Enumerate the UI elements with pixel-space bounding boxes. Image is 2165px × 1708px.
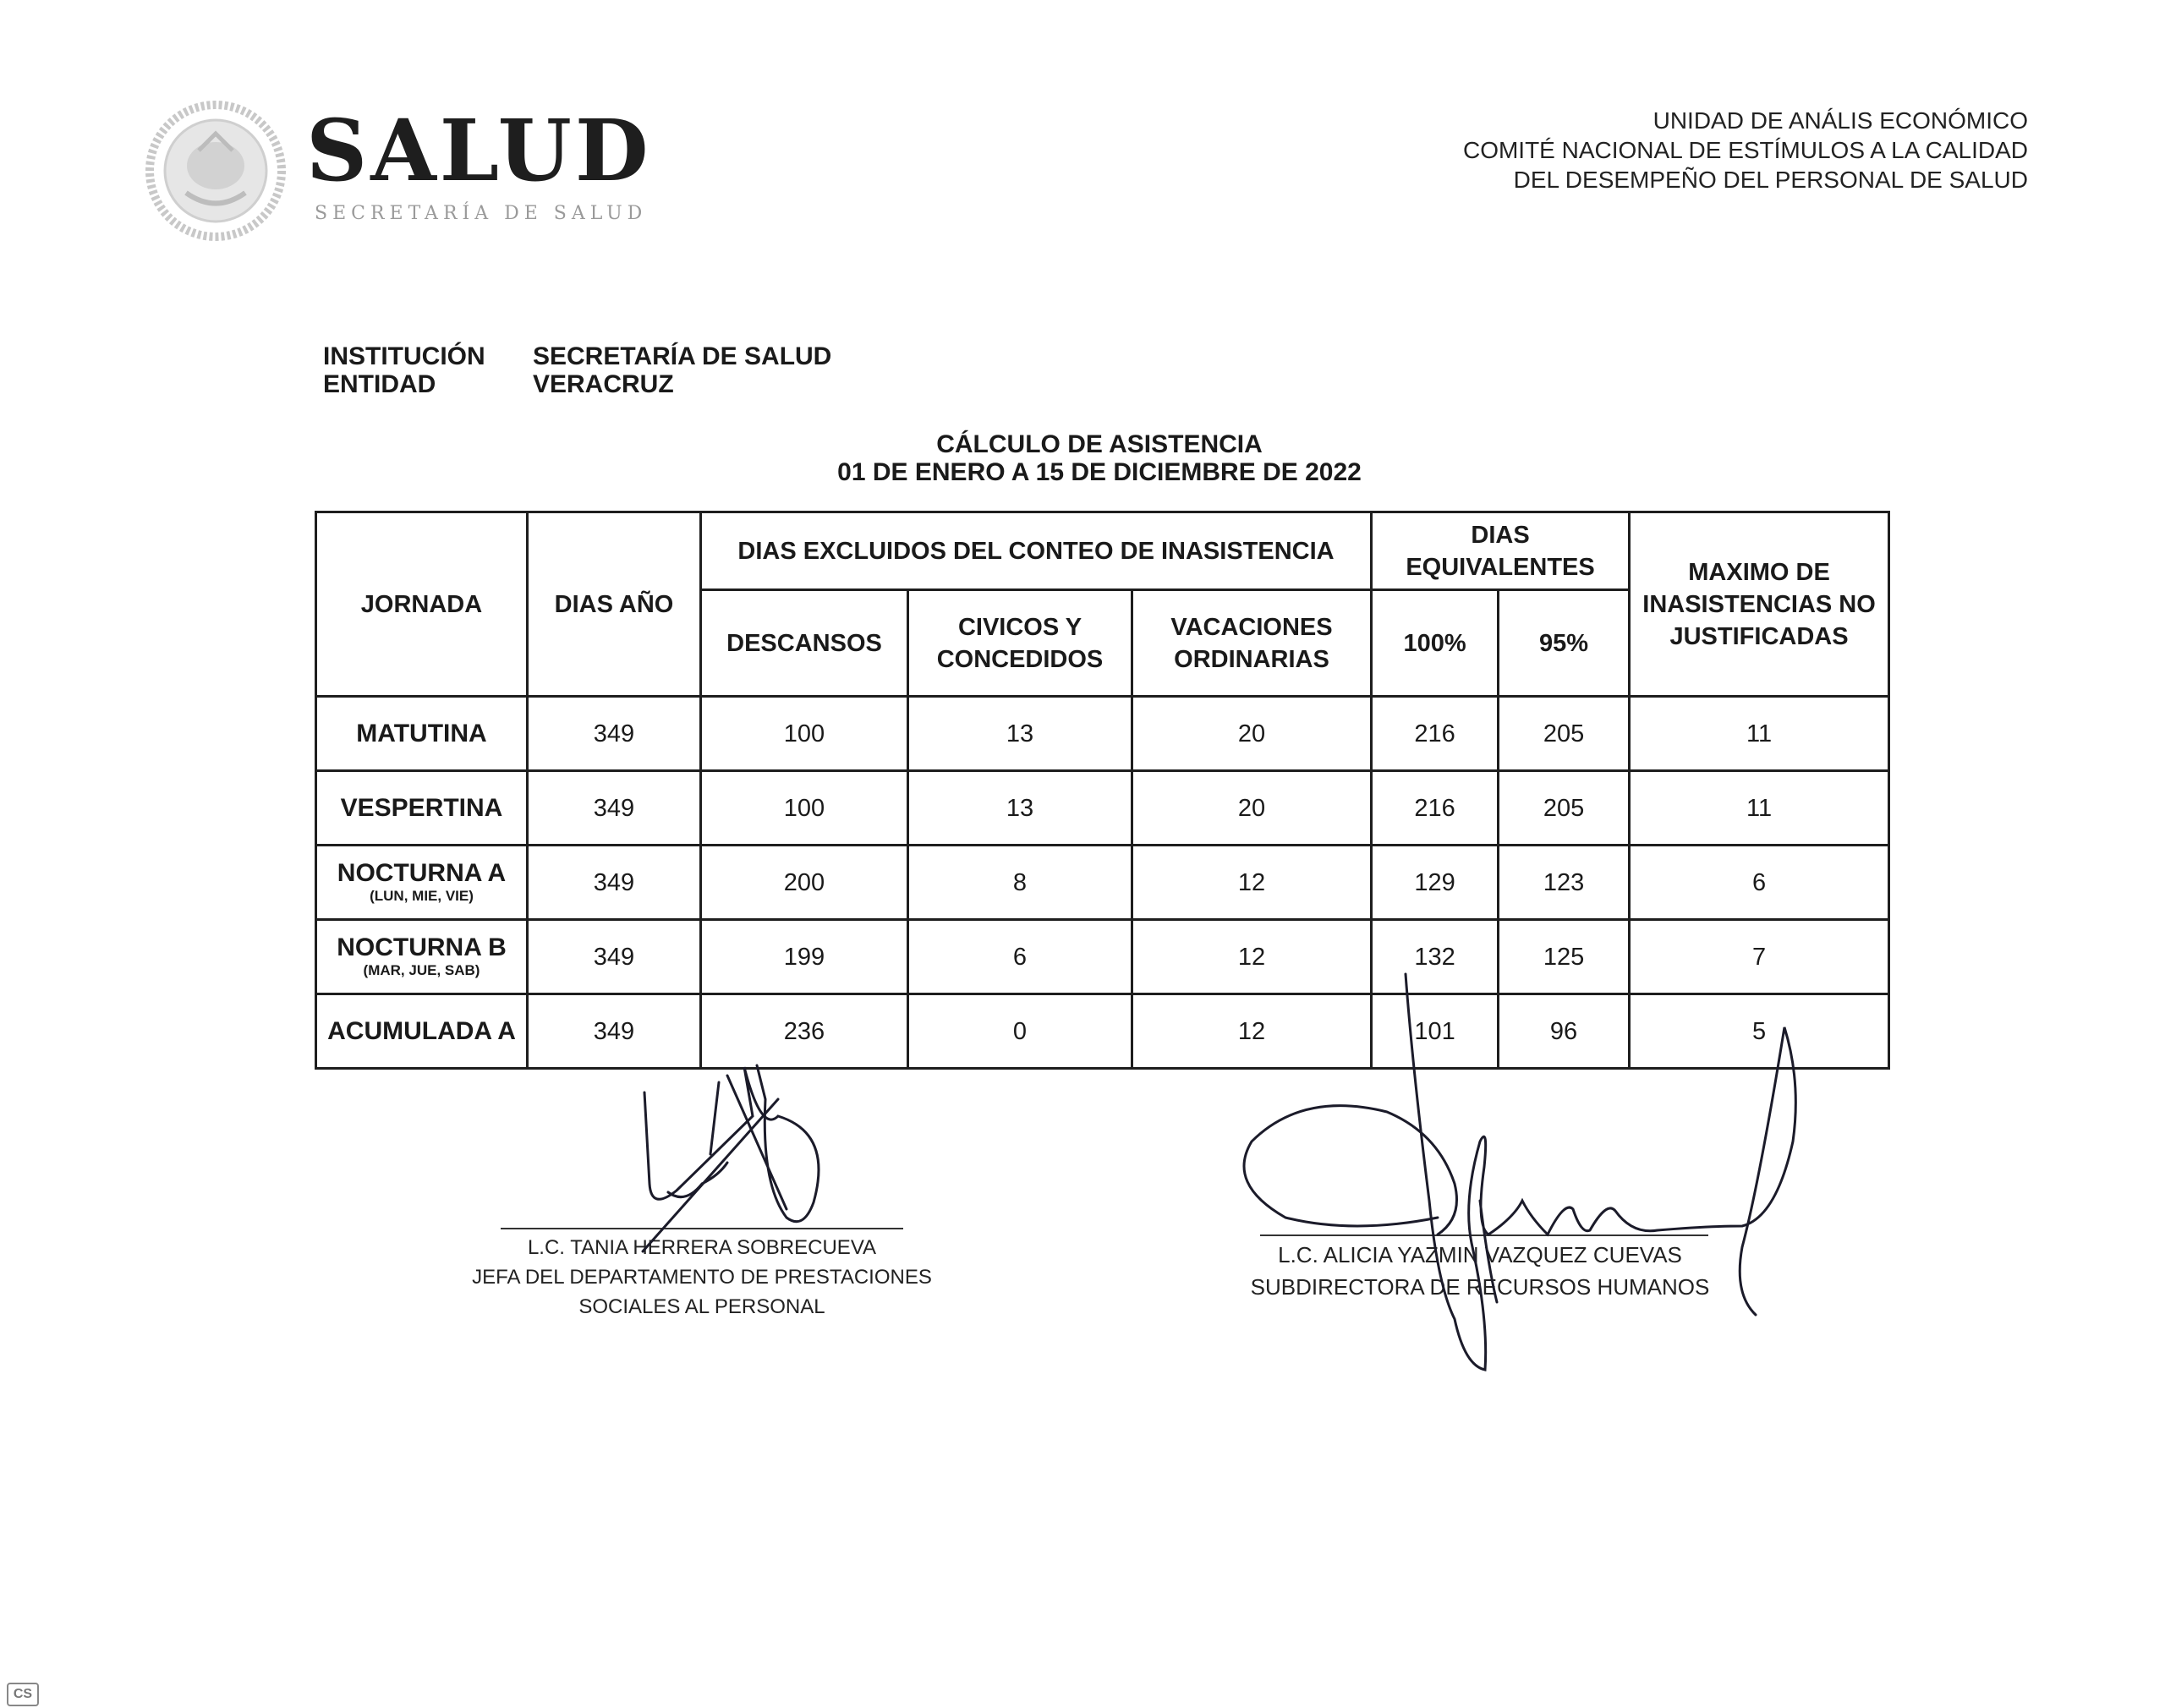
cell-vacaciones: 12 <box>1132 920 1372 994</box>
cell-descansos: 236 <box>701 994 908 1069</box>
cell-jornada <box>316 920 528 994</box>
signer-name: L.C. ALICIA YAZMIN VAZQUEZ CUEVAS <box>1278 1242 1682 1267</box>
header-100-percent: 100% <box>1372 590 1499 697</box>
signature-line-left <box>501 1228 903 1229</box>
title-line: CÁLCULO DE ASISTENCIA <box>936 430 1263 458</box>
table-row <box>316 697 1889 771</box>
header-vacaciones: VACACIONES ORDINARIAS <box>1132 590 1372 697</box>
cell-p100: 101 <box>1372 994 1499 1069</box>
cell-jornada <box>316 846 528 920</box>
header-descansos: DESCANSOS <box>701 590 908 697</box>
cell-civicos: 13 <box>908 771 1132 846</box>
cell-p100: 216 <box>1372 697 1499 771</box>
table-row <box>316 994 1889 1069</box>
signer-name: L.C. TANIA HERRERA SOBRECUEVA <box>527 1236 877 1259</box>
header-civicos: CIVICOS Y CONCEDIDOS <box>908 590 1132 697</box>
signature-line-right <box>1260 1234 1708 1236</box>
attendance-table <box>315 511 1888 1069</box>
signature-left <box>643 1065 819 1251</box>
cell-civicos: 13 <box>908 697 1132 771</box>
cell-dias: 349 <box>528 846 701 920</box>
jornada-label: NOCTURNA A <box>337 858 507 887</box>
jornada-days-note: (MAR, JUE, SAB) <box>363 961 480 978</box>
cell-vacaciones: 20 <box>1132 697 1372 771</box>
jornada-label: MATUTINA <box>356 719 487 747</box>
cell-p95: 123 <box>1499 846 1630 920</box>
cell-p100: 216 <box>1372 771 1499 846</box>
cell-dias: 349 <box>528 920 701 994</box>
header-excluded-days: DIAS EXCLUIDOS DEL CONTEO DE INASISTENCIA <box>701 512 1372 590</box>
document-title <box>0 430 2165 486</box>
cell-jornada <box>316 697 528 771</box>
table-row <box>316 920 1889 994</box>
logo-wordmark: SALUD <box>306 101 652 200</box>
cell-jornada <box>316 994 528 1069</box>
header-line: UNIDAD DE ANÁLIS ECONÓMICO <box>1653 107 2028 134</box>
cell-maximo: 11 <box>1630 697 1889 771</box>
cell-dias: 349 <box>528 994 701 1069</box>
coat-of-arms-seal-icon <box>135 100 296 242</box>
cell-civicos: 0 <box>908 994 1132 1069</box>
cell-dias: 349 <box>528 697 701 771</box>
cell-jornada <box>316 771 528 846</box>
scanner-badge-icon: CS <box>7 1683 39 1706</box>
header-dias-ano: DIAS AÑO <box>528 512 701 697</box>
signature-block-left <box>440 1233 964 1322</box>
header-line: COMITÉ NACIONAL DE ESTÍMULOS A LA CALIDAD <box>1462 137 2028 163</box>
cell-civicos: 6 <box>908 920 1132 994</box>
cell-maximo: 6 <box>1630 846 1889 920</box>
entity-label: ENTIDAD <box>323 370 436 398</box>
table-row <box>316 771 1889 846</box>
cell-civicos: 8 <box>908 846 1132 920</box>
header-95-percent: 95% <box>1499 590 1630 697</box>
cell-maximo: 11 <box>1630 771 1889 846</box>
cell-descansos: 100 <box>701 771 908 846</box>
cell-maximo: 7 <box>1630 920 1889 994</box>
header-max-absences: MAXIMO DE INASISTENCIAS NO JUSTIFICADAS <box>1630 512 1889 697</box>
jornada-days-note: (LUN, MIE, VIE) <box>370 887 474 904</box>
institution-label: INSTITUCIÓN <box>323 342 485 370</box>
cell-vacaciones: 20 <box>1132 771 1372 846</box>
document-header <box>1463 106 2028 194</box>
header-jornada: JORNADA <box>316 512 528 697</box>
institution-value: SECRETARÍA DE SALUD <box>533 342 832 370</box>
cell-vacaciones: 12 <box>1132 994 1372 1069</box>
jornada-label: VESPERTINA <box>340 793 503 822</box>
header-line: DEL DESEMPEÑO DEL PERSONAL DE SALUD <box>1513 167 2028 193</box>
signer-role: SUBDIRECTORA DE RECURSOS HUMANOS <box>1250 1274 1710 1300</box>
cell-p95: 125 <box>1499 920 1630 994</box>
cell-dias: 349 <box>528 771 701 846</box>
entity-value: VERACRUZ <box>533 370 674 398</box>
cell-vacaciones: 12 <box>1132 846 1372 920</box>
jornada-label: NOCTURNA B <box>337 933 507 961</box>
cell-descansos: 200 <box>701 846 908 920</box>
signer-role: SOCIALES AL PERSONAL <box>578 1295 825 1318</box>
cell-descansos: 199 <box>701 920 908 994</box>
jornada-label: ACUMULADA A <box>327 1016 516 1045</box>
table-row <box>316 846 1889 920</box>
cell-p95: 205 <box>1499 697 1630 771</box>
signature-block-right <box>1226 1239 1734 1303</box>
cell-descansos: 100 <box>701 697 908 771</box>
title-line: 01 DE ENERO A 15 DE DICIEMBRE DE 2022 <box>837 458 1362 486</box>
cell-p100: 132 <box>1372 920 1499 994</box>
header-equivalent-days: DIAS EQUIVALENTES <box>1372 512 1630 590</box>
cell-p95: 205 <box>1499 771 1630 846</box>
logo-subtitle: SECRETARÍA DE SALUD <box>315 203 648 224</box>
cell-maximo: 5 <box>1630 994 1889 1069</box>
signer-role: JEFA DEL DEPARTAMENTO DE PRESTACIONES <box>472 1266 932 1289</box>
institution-block <box>323 342 831 398</box>
cell-p100: 129 <box>1372 846 1499 920</box>
cell-p95: 96 <box>1499 994 1630 1069</box>
